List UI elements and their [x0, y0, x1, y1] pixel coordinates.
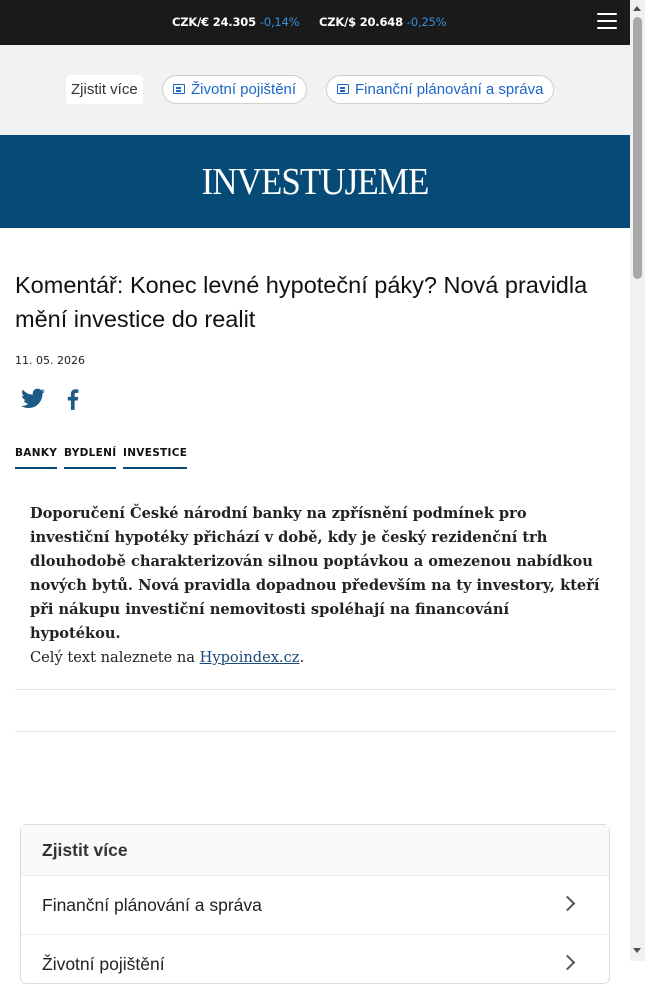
discover-bar: [0, 45, 630, 135]
tag-banky[interactable]: BANKY: [15, 447, 57, 469]
discover-item-zivotni-pojisteni[interactable]: [21, 934, 609, 993]
discover-item-financni-planovani[interactable]: [21, 875, 609, 934]
ticker-eur: [172, 15, 299, 29]
scrollbar[interactable]: [630, 0, 645, 961]
chip-zivotni-pojisteni[interactable]: [162, 75, 307, 104]
ticker-usd-rate: CZK/$ 20.648: [319, 15, 403, 29]
source-prefix: Celý text naleznete na: [30, 649, 200, 666]
discover-bar-label: Zjistit více: [66, 75, 143, 104]
tag-bydleni[interactable]: BYDLENÍ: [64, 447, 116, 469]
currency-ticker: [0, 0, 630, 45]
chevron-right-icon: [560, 896, 576, 912]
article-source: [30, 646, 304, 670]
article-title: Komentář: Konec levné hypoteční páky? Nová pravidla mění investice do realit: [15, 272, 588, 332]
chip-label: Životní pojištění: [191, 81, 297, 98]
scroll-up-arrow-icon[interactable]: [633, 6, 641, 11]
ticker-eur-rate: CZK/€ 24.305: [172, 15, 256, 29]
scrollbar-thumb[interactable]: [633, 17, 642, 279]
discover-card: [20, 824, 610, 984]
facebook-icon[interactable]: [60, 386, 86, 412]
site-banner: [0, 135, 630, 228]
chevron-right-icon: [560, 955, 576, 971]
scroll-down-arrow-icon[interactable]: [633, 948, 641, 953]
source-link[interactable]: Hypoindex.cz: [199, 649, 300, 666]
tag-investice[interactable]: INVESTICE: [123, 447, 187, 469]
divider: [15, 731, 615, 732]
divider: [15, 689, 615, 690]
ticker-usd: [319, 15, 446, 29]
hamburger-icon[interactable]: [597, 13, 617, 31]
discover-card-title: Zjistit více: [21, 825, 609, 875]
article-perex: Doporučení České národní banky na zpřísnění podmínek pro investiční hypotéky přichází v době, kdy je český rezidenční trh dlouhodobě charakterizován silnou poptávkou a omezenou nabídkou nových bytů. Nová pravidla dopadnou především na ty investory, kteří při nákupu investiční nemovitosti spoléhají na financování hypotékou.: [30, 505, 600, 642]
discover-item-label: Finanční plánování a správa: [42, 895, 262, 915]
ticker-usd-change: -0,25%: [406, 15, 447, 29]
discover-item-label: Životní pojištění: [42, 954, 165, 974]
site-logo[interactable]: INVESTUJEME: [201, 161, 429, 203]
chip-financni-planovani[interactable]: [326, 75, 554, 104]
news-icon: [173, 84, 185, 94]
article-date: 11. 05. 2026: [15, 354, 85, 367]
chip-label: Finanční plánování a správa: [355, 81, 544, 98]
twitter-icon[interactable]: [20, 386, 46, 412]
source-suffix: .: [299, 649, 305, 666]
ticker-eur-change: -0,14%: [259, 15, 300, 29]
news-icon: [337, 84, 349, 94]
